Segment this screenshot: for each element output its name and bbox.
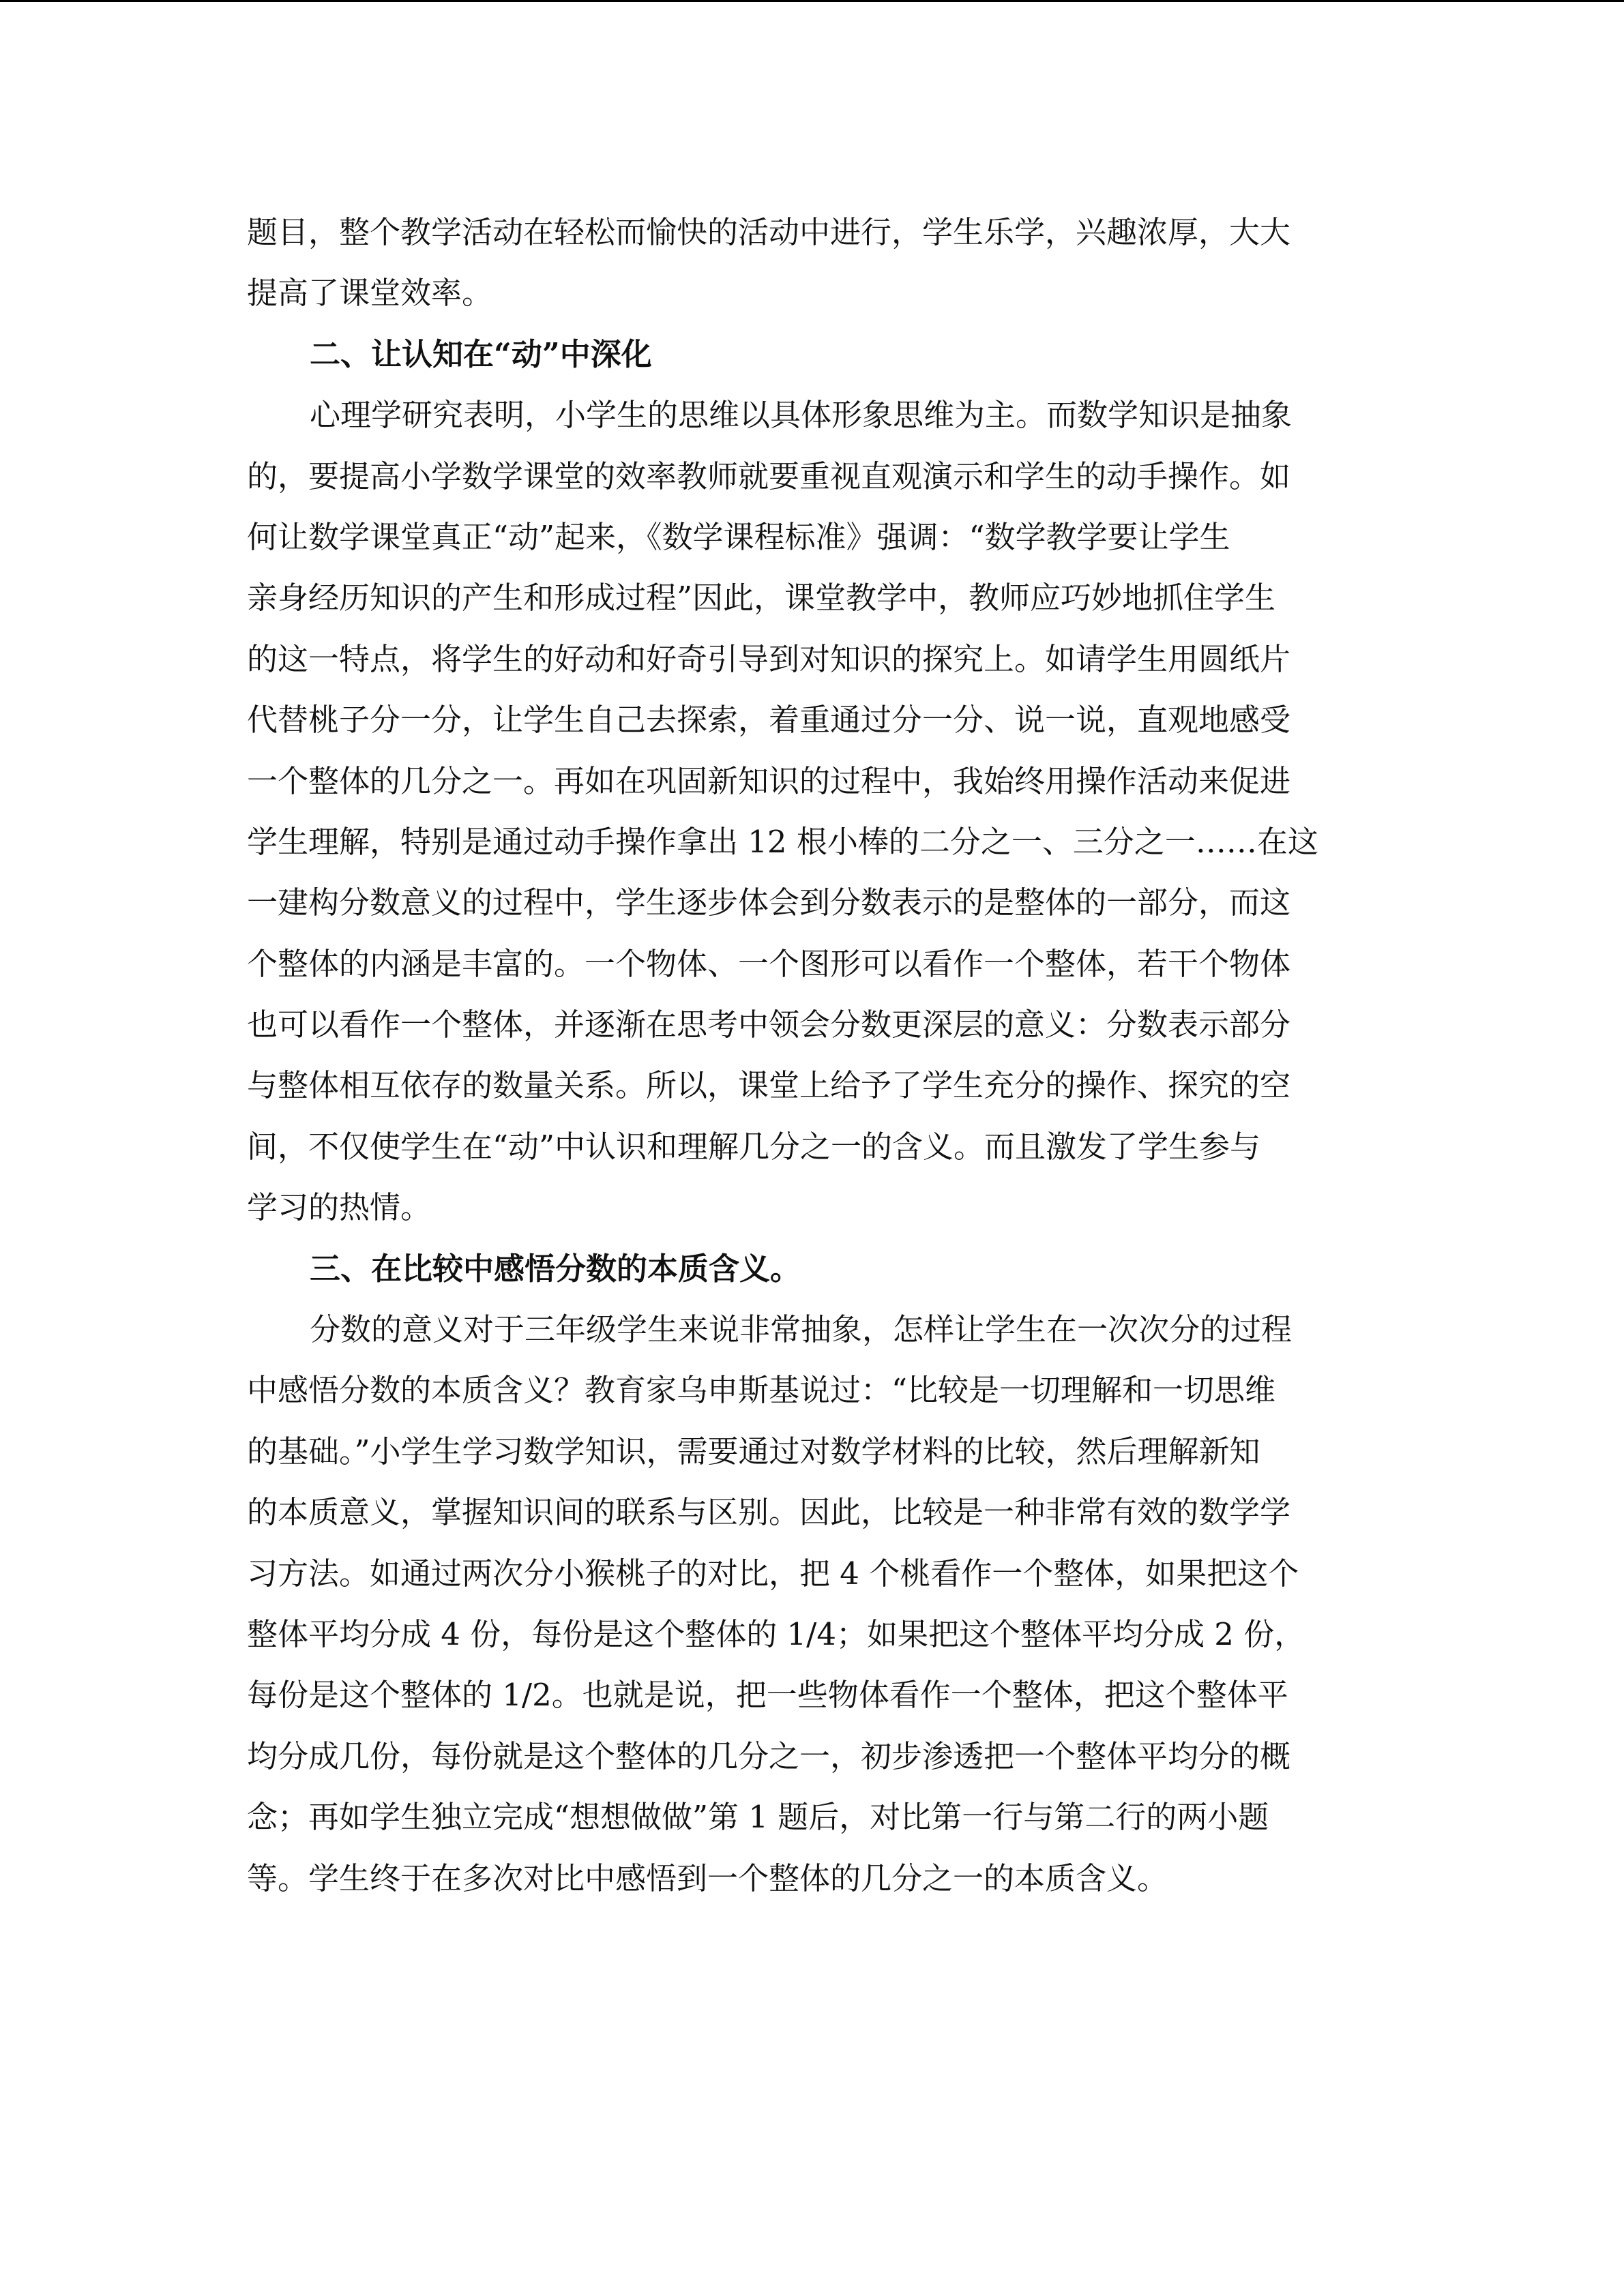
document-body — [247, 202, 1365, 1909]
paragraph-line: 一个整体的几分之一。再如在巩固新知识的过程中，我始终用操作活动来促进 — [247, 762, 1291, 799]
paragraph-line: 的本质意义，掌握知识间的联系与区别。因此，比较是一种非常有效的数学学 — [247, 1494, 1291, 1531]
paragraph-line: 的基础。”小学生学习数学知识，需要通过对数学材料的比较，然后理解新知 — [247, 1433, 1260, 1470]
paragraph-line: 的这一特点，将学生的好动和好奇引导到对知识的探究上。如请学生用圆纸片 — [247, 640, 1291, 677]
paragraph-line: 与整体相互依存的数量关系。所以，课堂上给予了学生充分的操作、探究的空 — [247, 1067, 1291, 1104]
paragraph-line: 何让数学课堂真正“动”起来，《数学课程标准》强调：“数学教学要让学生 — [247, 518, 1230, 555]
paragraph-line: 整体平均分成 4 份，每份是这个整体的 1/4；如果把这个整体平均分成 2 份， — [247, 1615, 1305, 1652]
paragraph-line: 均分成几份，每份就是这个整体的几分之一，初步渗透把一个整体平均分的概 — [247, 1738, 1291, 1774]
paragraph-line: 间，不仅使学生在“动”中认识和理解几分之一的含义。而且激发了学生参与 — [247, 1128, 1261, 1165]
paragraph-line: 代替桃子分一分，让学生自己去探索，着重通过分一分、说一说，直观地感受 — [247, 702, 1291, 739]
paragraph-line: 一建构分数意义的过程中，学生逐步体会到分数表示的是整体的一部分，而这 — [247, 884, 1291, 921]
paragraph-line: 提高了课堂效率。 — [247, 275, 493, 312]
paragraph-line: 的，要提高小学数学课堂的效率教师就要重视直观演示和学生的动手操作。如 — [247, 458, 1291, 494]
paragraph-line: 也可以看作一个整体，并逐渐在思考中领会分数更深层的意义：分数表示部分 — [247, 1007, 1291, 1043]
paragraph-line: 学习的热情。 — [247, 1189, 432, 1226]
paragraph-line: 心理学研究表明，小学生的思维以具体形象思维为主。而数学知识是抽象 — [310, 397, 1293, 434]
paragraph-line: 亲身经历知识的产生和形成过程”因此，课堂教学中，教师应巧妙地抓住学生 — [247, 580, 1276, 616]
paragraph-line: 题目，整个教学活动在轻松而愉快的活动中进行，学生乐学，兴趣浓厚，大大 — [247, 214, 1291, 250]
paragraph-line: 念；再如学生独立完成“想想做做”第 1 题后，对比第一行与第二行的两小题 — [247, 1799, 1269, 1836]
top-border-line — [0, 0, 1624, 2]
paragraph-line: 中感悟分数的本质含义？教育家乌申斯基说过：“比较是一切理解和一切思维 — [247, 1372, 1276, 1409]
section-heading-three: 三、在比较中感悟分数的本质含义。 — [310, 1250, 801, 1287]
paragraph-line: 等。学生终于在多次对比中感悟到一个整体的几分之一的本质含义。 — [247, 1860, 1168, 1896]
paragraph-line: 学生理解，特别是通过动手操作拿出 12 根小棒的二分之一、三分之一……在这 — [247, 823, 1318, 860]
paragraph-line: 分数的意义对于三年级学生来说非常抽象，怎样让学生在一次次分的过程 — [310, 1311, 1293, 1348]
paragraph-line: 每份是这个整体的 1/2。也就是说，把一些物体看作一个整体，把这个整体平 — [247, 1677, 1288, 1714]
section-heading-two: 二、让认知在“动”中深化 — [310, 336, 652, 372]
paragraph-line: 习方法。如通过两次分小猴桃子的对比，把 4 个桃看作一个整体，如果把这个 — [247, 1555, 1299, 1592]
paragraph-line: 个整体的内涵是丰富的。一个物体、一个图形可以看作一个整体，若干个物体 — [247, 945, 1291, 982]
